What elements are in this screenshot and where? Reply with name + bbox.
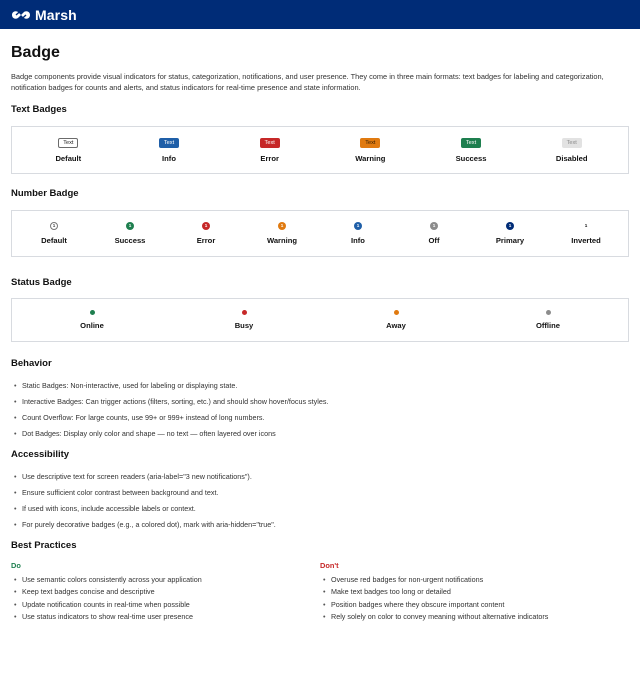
top-bar [0,0,640,29]
text-badge-error: Text [260,138,280,148]
accessibility-heading: Accessibility [11,449,70,460]
number-badge-error-item [168,222,244,245]
text-badge-warning-item [320,138,421,163]
number-badge-label: Warning [266,236,298,245]
number-badge-error: 1 [202,222,210,230]
behavior-list [11,380,629,444]
number-badge-label: Info [351,236,365,245]
status-badge-label: Online [80,321,104,330]
accessibility-list [11,471,629,535]
number-badge-off: 1 [430,222,438,230]
status-dot-online [90,310,95,315]
number-badge-success: 1 [126,222,134,230]
number-badge-primary-item [472,222,548,245]
number-badge-warning: 1 [278,222,286,230]
number-badge-off-item [396,222,472,245]
do-list [11,574,320,624]
number-badges-card [11,210,629,257]
text-badge-info-item [119,138,220,163]
number-badge-label: Off [428,236,440,245]
best-practices-columns [11,561,629,624]
status-badges-card [11,298,629,342]
best-practices-heading: Best Practices [11,540,77,551]
page-intro: Badge components provide visual indicators for status, categorization, notifications, and user presence. They come in three main formats: text badges for labeling and categorization, notification badges for counts and alerts, and status indicators for real-time presence and state information. [11,72,604,92]
list-item: • Count Overflow: For large counts, use 99+ or 999+ instead of long numbers. [11,412,629,428]
text-badge-label: Disabled [555,153,588,163]
number-badge-inverted: 1 [582,222,590,230]
dont-column [320,561,629,624]
list-item: • For purely decorative badges (e.g., a colored dot), mark with aria-hidden="true". [11,519,629,535]
behavior-heading: Behavior [11,358,52,369]
main-content [0,29,640,624]
text-badges-card [11,126,629,174]
number-badge-default-item [16,222,92,245]
text-badge-default-item [18,138,119,163]
do-heading: Do [11,561,21,570]
do-column [11,561,320,624]
number-badge-default: 1 [50,222,58,230]
status-dot-busy [242,310,247,315]
number-badge-primary: 1 [506,222,514,230]
brand-name: Marsh [35,6,77,23]
status-badge-label: Away [386,321,406,330]
text-badge-success-item [421,138,522,163]
status-badge-busy-item [168,310,320,330]
number-badge-label: Error [196,236,216,245]
status-badge-online-item [16,310,168,330]
list-item: • Use descriptive text for screen readers (aria-label="3 new notifications"). [11,471,629,487]
text-badge-label: Warning [355,153,386,163]
text-badge-success: Text [461,138,481,148]
text-badge-error-item [219,138,320,163]
dont-list [320,574,629,624]
number-badge-inverted-item [548,222,624,245]
text-badge-disabled-item [521,138,622,163]
list-item: • If used with icons, include accessible labels or context. [11,503,629,519]
text-badges-heading: Text Badges [11,104,67,115]
text-badge-info: Text [159,138,179,148]
status-badge-label: Busy [234,321,254,330]
list-item: • Static Badges: Non-interactive, used for labeling or displaying state. [11,380,629,396]
list-item: • Use status indicators to show real-time user presence [11,611,320,623]
number-badge-success-item [92,222,168,245]
text-badge-default: Text [58,138,78,148]
page-title: Badge [11,44,60,61]
list-item: • Keep text badges concise and descriptive [11,586,320,598]
number-badge-label: Default [41,236,67,245]
status-badges-heading: Status Badge [11,277,72,288]
status-badge-away-item [320,310,472,330]
text-badge-label: Info [162,153,176,163]
list-item: • Overuse red badges for non-urgent notifications [320,574,629,586]
text-badge-label: Error [260,153,279,163]
list-item: • Use semantic colors consistently across your application [11,574,320,586]
text-badge-disabled: Text [562,138,582,148]
text-badge-label: Success [455,153,487,163]
text-badge-warning: Text [360,138,380,148]
marsh-logo-icon [11,9,31,21]
dont-heading: Don't [320,561,339,570]
number-badge-label: Inverted [571,236,601,245]
status-badge-offline-item [472,310,624,330]
number-badge-info-item [320,222,396,245]
list-item: • Make text badges too long or detailed [320,586,629,598]
number-badge-warning-item [244,222,320,245]
status-dot-offline [546,310,551,315]
list-item: • Interactive Badges: Can trigger actions (filters, sorting, etc.) and should show hover/focus styles. [11,396,629,412]
status-badge-label: Offline [535,321,561,330]
list-item: • Ensure sufficient color contrast between background and text. [11,487,629,503]
list-item: • Update notification counts in real-time when possible [11,599,320,611]
list-item: • Rely solely on color to convey meaning without alternative indicators [320,611,629,623]
number-badge-label: Success [114,236,146,245]
number-badges-heading: Number Badge [11,188,79,199]
brand-logo[interactable] [11,7,77,23]
text-badge-label: Default [55,153,82,163]
list-item: • Dot Badges: Display only color and shape — no text — often layered over icons [11,428,629,444]
number-badge-label: Primary [495,236,525,245]
list-item: • Position badges where they obscure important content [320,599,629,611]
status-dot-away [394,310,399,315]
number-badge-info: 1 [354,222,362,230]
